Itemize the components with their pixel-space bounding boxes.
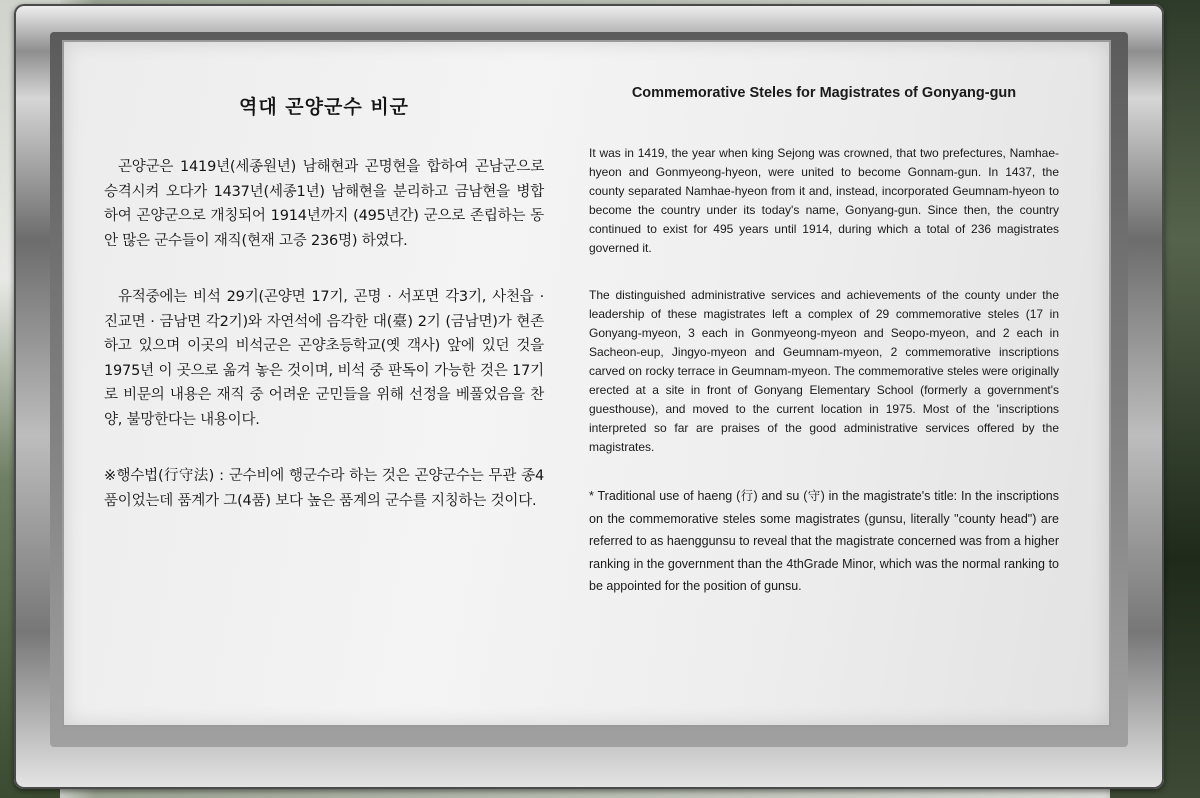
korean-column <box>104 92 544 545</box>
english-paragraph-steles: The distinguished administrative services and achievements of the county under the leadership of these magistrates left a complex of 29 commemorative steles (17 in Gonyang-myeon, 3 each in Gonmyeong-myeon and Seopo-myeon, and 2 each in Sacheon-eup, Jingyo-myeon and Geumnam-myeon, 2 commemorative inscriptions carved on rocky terrace in Geumnam-myeon. The commemorative steles were originally erected at a site in front of Gonyang Elementary School (formerly a government's guesthouse), and moved to the current location in 1975. Most of the 'inscriptions interpreted so far are praises of the good administrative services offered by the magistrates. <box>589 288 1059 454</box>
english-column <box>589 84 1059 598</box>
english-note: * Traditional use of haeng (行) and su (守) in the magistrate's title: In the inscriptions on the commemorative steles some magistrates (gunsu, literally "county head") are referred to as haenggunsu to reveal that the magistrate concerned was from a higher ranking in the government than the 4thGrade Minor, which was the normal ranking to be appointed for the position of gunsu. <box>589 489 1059 593</box>
korean-note: ※행수법(行守法) : 군수비에 행군수라 하는 것은 곤양군수는 무관 종4품이었는데 품계가 그(4품) 보다 높은 품계의 군수를 지칭하는 것이다. <box>104 468 544 509</box>
english-paragraph-history: It was in 1419, the year when king Sejong was crowned, that two prefectures, Namhae-hyeon and Gonmyeong-hyeon, were united to become Gonnam-gun. In 1437, the county separated Namhae-hyeon from it and, instead, incorporated Geumnam-hyeon to become the country under its today's name, Gonyang-gun. Since then, the country continued to exist for 495 years until 1914, during which a total of 236 magistrates governed it. <box>589 146 1059 255</box>
english-title: Commemorative Steles for Magistrates of Gonyang-gun <box>631 85 1017 101</box>
korean-title: 역대 곤양군수 비군 <box>238 96 410 118</box>
information-board <box>62 40 1111 727</box>
korean-paragraph-steles: 유적중에는 비석 29기(곤양면 17기, 곤명 · 서포면 각3기, 사천읍 · 진교면 · 금남면 각2기)와 자연석에 음각한 대(臺) 2기 (금남면)가 현존하고 있으며 이곳의 비석군은 곤양초등학교(옛 객사) 앞에 있던 것을 1975년 이 곳으로 옮겨 놓은 것이며, 비석 중 판독이 가능한 것은 17기로 비문의 내용은 재직 중 어려운 군민들을 위해 선정을 베풀었음을 찬양, 불망한다는 내용이다. <box>104 289 544 428</box>
korean-paragraph-history: 곤양군은 1419년(세종원년) 남해현과 곤명현을 합하여 곤남군으로 승격시켜 오다가 1437년(세종1년) 남해현을 분리하고 금남현을 병합하여 곤양군으로 개칭되어 1914년까지 (495년간) 군으로 존립하는 동안 많은 군수들이 재직(현재 고증 236명) 하였다. <box>104 159 544 249</box>
